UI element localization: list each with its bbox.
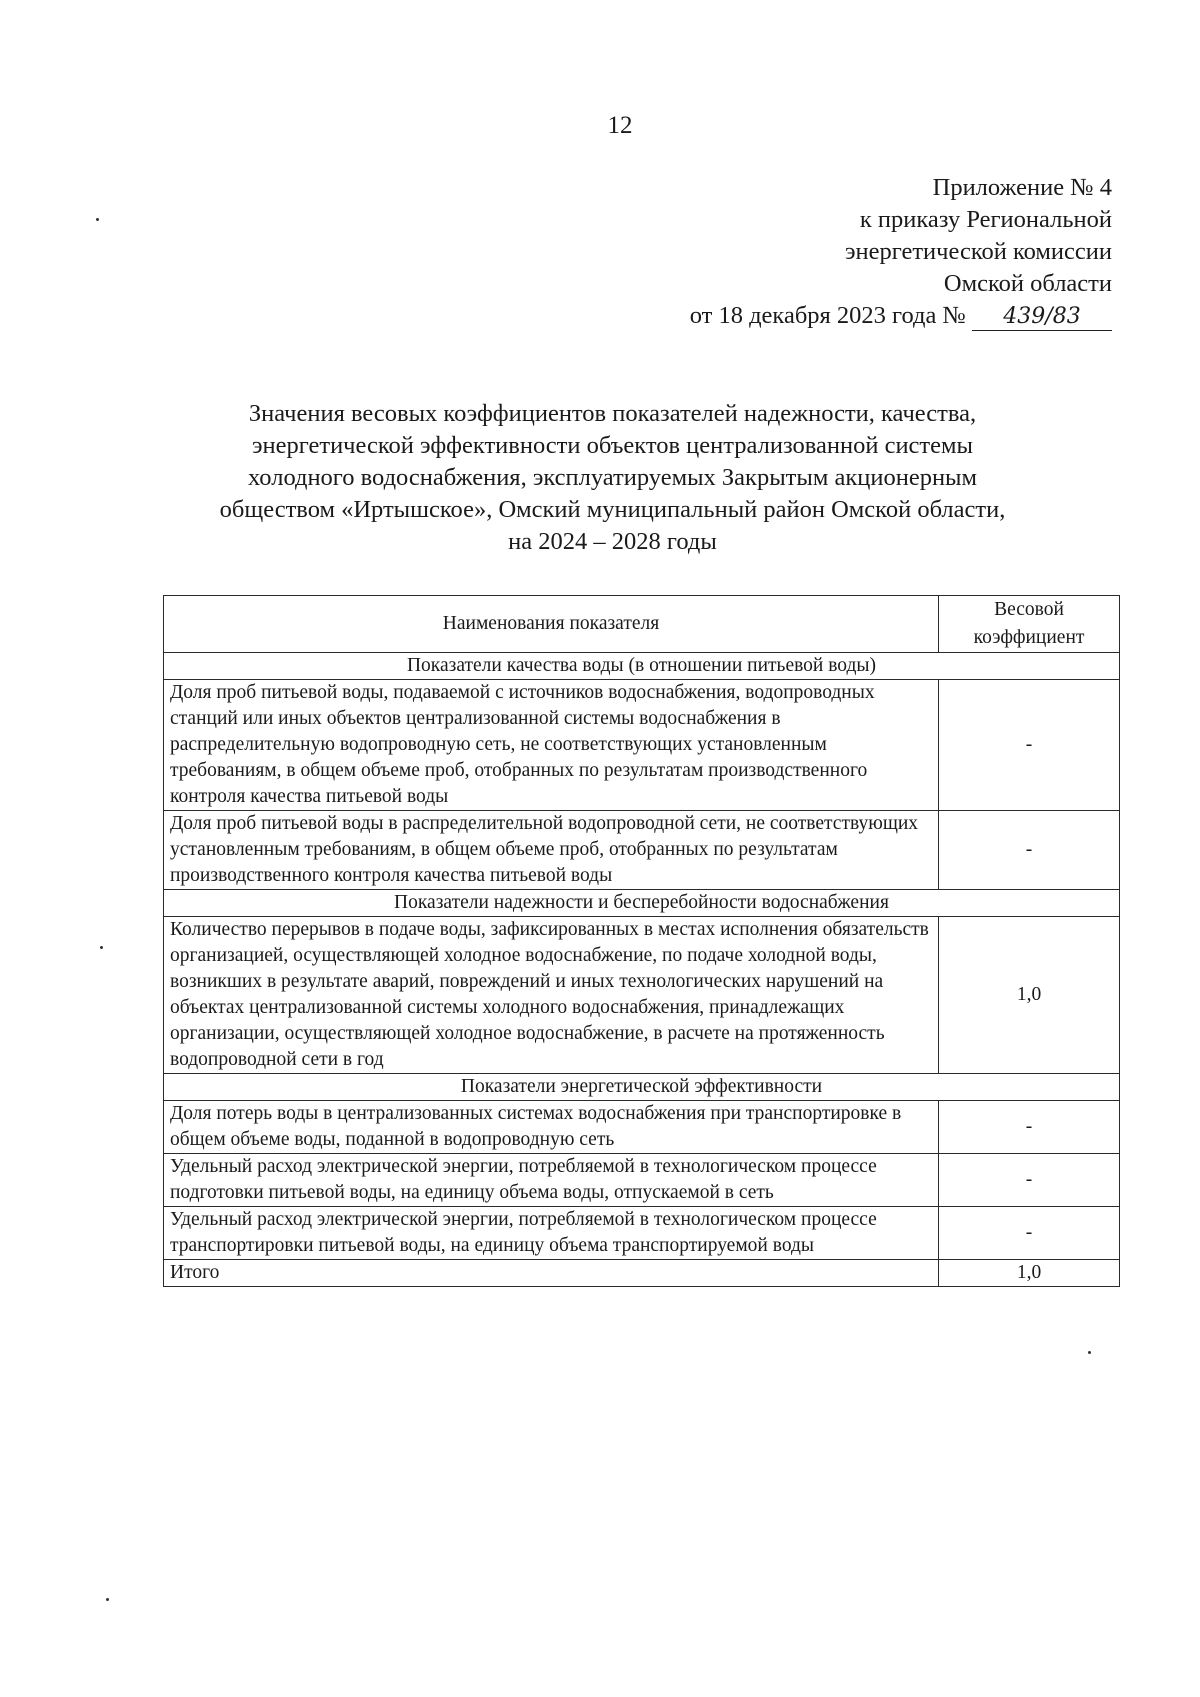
indicator-name: Доля потерь воды в централизованных системах водоснабжения при транспортировке в общем объеме воды, поданной в водопроводную сеть	[164, 1101, 939, 1154]
section-row	[164, 1074, 1120, 1101]
appendix-line: Приложение № 4	[932, 174, 1112, 201]
column-header-weight	[939, 596, 1120, 653]
total-row	[164, 1260, 1120, 1287]
indicator-name: Доля проб питьевой воды в распределительной водопроводной сети, не соответствующих установленным требованиям, в общем объеме проб, отобранных по результатам производственного контроля качества питьевой воды	[164, 811, 939, 890]
appendix-line: Омской области	[943, 270, 1112, 297]
indicator-weight: -	[939, 811, 1120, 890]
section-title-water-quality: Показатели качества воды (в отношении питьевой воды)	[164, 653, 1120, 680]
page-number: 12	[607, 112, 633, 139]
indicator-weight: -	[939, 1207, 1120, 1260]
appendix-date-line	[552, 300, 1112, 332]
scan-speck	[100, 946, 103, 949]
indicator-weight: -	[939, 1154, 1120, 1207]
section-title-reliability: Показатели надежности и бесперебойности водоснабжения	[164, 890, 1120, 917]
section-title-energy-efficiency: Показатели энергетической эффективности	[164, 1074, 1120, 1101]
title-line: обществом «Иртышское», Омский муниципальный район Омской области,	[219, 496, 1006, 523]
title-line: Значения весовых коэффициентов показателей надежности, качества,	[248, 400, 977, 427]
column-header-weight-line: коэффициент	[973, 627, 1085, 648]
order-number-handwritten: 439/83	[972, 304, 1112, 331]
column-header-name: Наименования показателя	[164, 596, 939, 653]
appendix-line: энергетической комиссии	[844, 238, 1112, 265]
appendix-header	[552, 172, 1112, 332]
indicator-name: Доля проб питьевой воды, подаваемой с источников водоснабжения, водопроводных станций или иных объектов централизованной системы водоснабжения в распределительную водопроводную сеть, не соответствующих установленным требованиям, в общем объеме проб, отобранных по результатам производственного контроля качества питьевой воды	[164, 680, 939, 811]
indicator-name: Количество перерывов в подаче воды, зафиксированных в местах исполнения обязательств организацией, осуществляющей холодное водоснабжение, по подаче холодной воды, возникших в результате аварий, повреждений и иных технологических нарушений на объектах централизованной системы холодного водоснабжения, принадлежащих организации, осуществляющей холодное водоснабжение, в расчете на протяженность водопроводной сети в год	[164, 917, 939, 1074]
table-header-row	[164, 596, 1120, 653]
column-header-weight-line: Весовой	[994, 599, 1064, 620]
title-line: на 2024 – 2028 годы	[508, 528, 717, 555]
indicator-weight: -	[939, 1101, 1120, 1154]
table-row	[164, 680, 1120, 811]
scan-speck	[96, 218, 99, 221]
indicator-weight: 1,0	[939, 917, 1120, 1074]
table-row	[164, 1101, 1120, 1154]
table-row	[164, 811, 1120, 890]
title-line: энергетической эффективности объектов централизованной системы	[252, 432, 973, 459]
order-date: от 18 декабря 2023 года №	[689, 302, 966, 329]
title-line: холодного водоснабжения, эксплуатируемых Закрытым акционерным	[247, 464, 978, 491]
scan-speck	[106, 1598, 109, 1601]
indicator-name: Удельный расход электрической энергии, потребляемой в технологическом процессе транспортировки питьевой воды, на единицу объема транспортируемой воды	[164, 1207, 939, 1260]
total-weight: 1,0	[939, 1260, 1120, 1287]
section-row	[164, 653, 1120, 680]
table-row	[164, 917, 1120, 1074]
table-row	[164, 1154, 1120, 1207]
total-label: Итого	[164, 1260, 939, 1287]
section-row	[164, 890, 1120, 917]
weights-table	[163, 595, 1120, 1287]
document-title	[145, 398, 1080, 558]
scan-speck	[1088, 1351, 1091, 1354]
indicator-weight: -	[939, 680, 1120, 811]
indicator-name: Удельный расход электрической энергии, потребляемой в технологическом процессе подготовки питьевой воды, на единицу объема воды, отпускаемой в сеть	[164, 1154, 939, 1207]
table-row	[164, 1207, 1120, 1260]
appendix-line: к приказу Региональной	[859, 206, 1112, 233]
